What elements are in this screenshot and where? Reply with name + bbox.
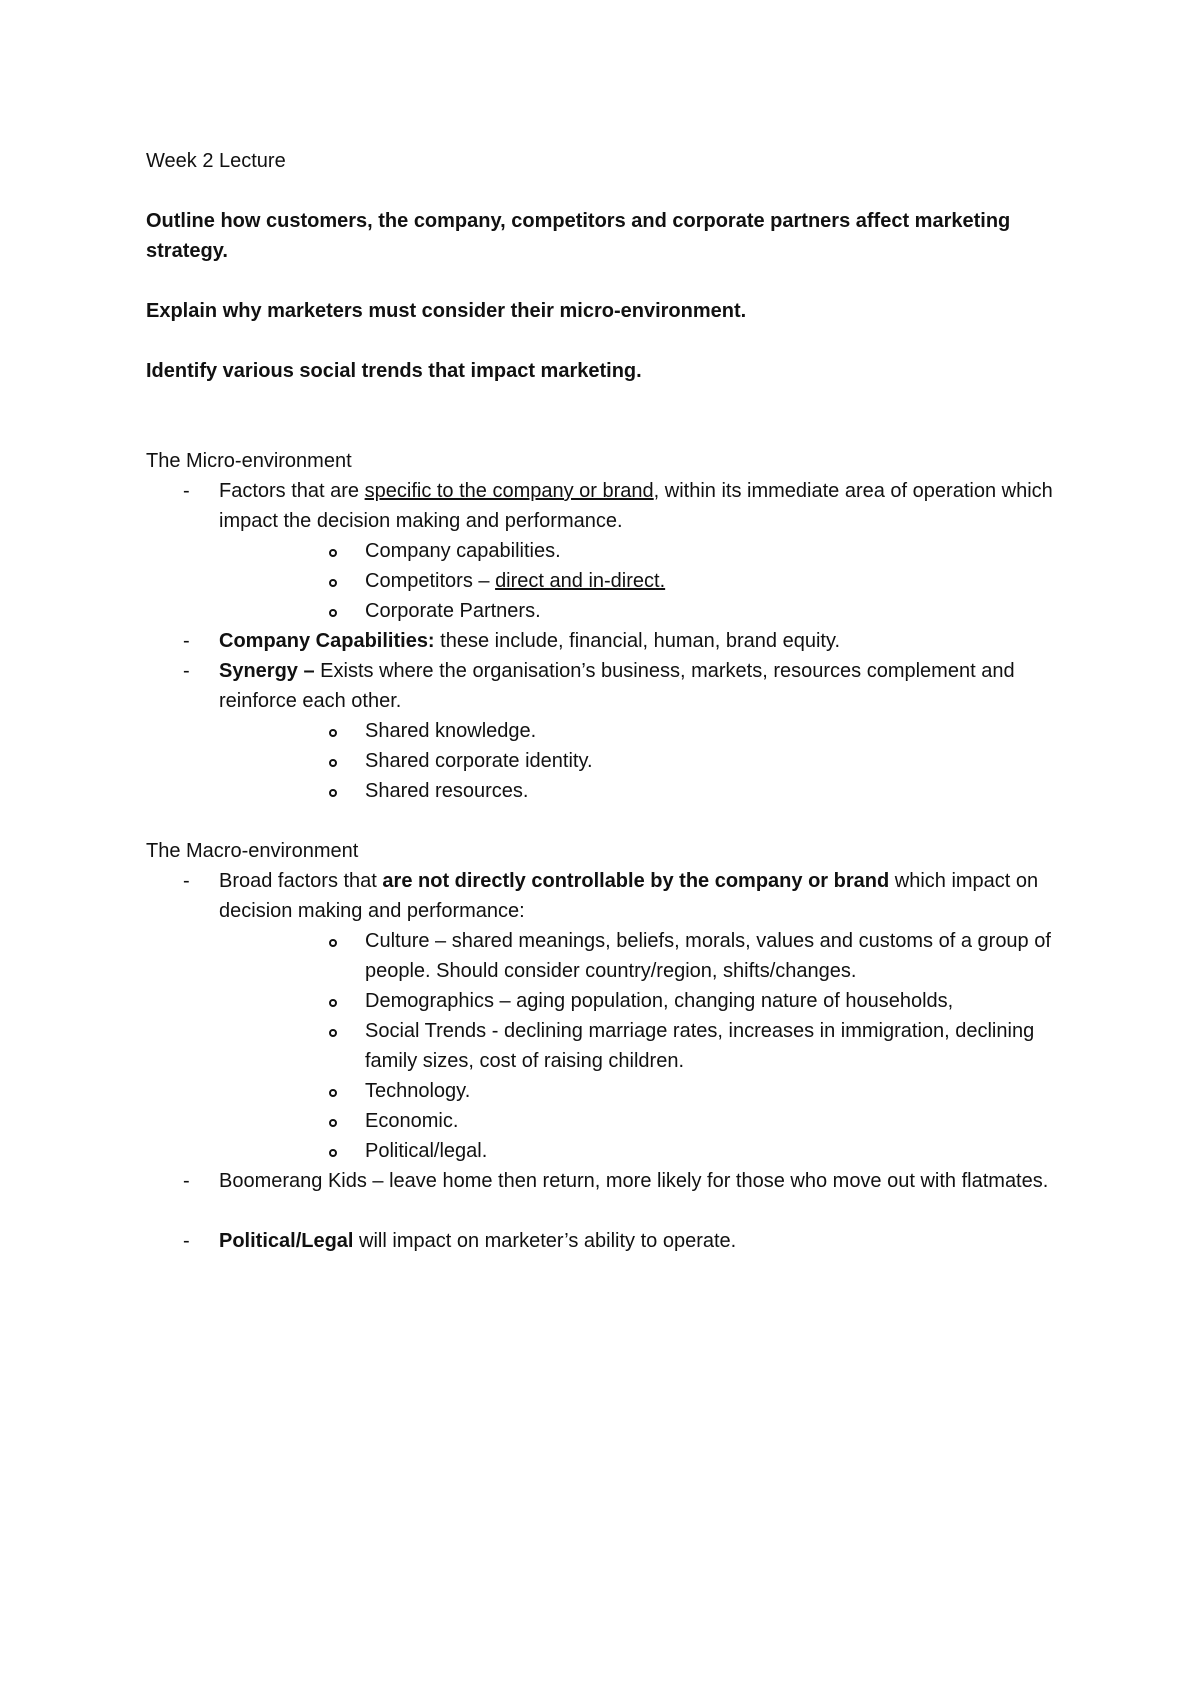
list-item: [292, 1136, 1066, 1166]
micro-item1-underlined: specific to the company or brand: [364, 480, 654, 502]
dash-bullet-icon: -: [183, 1170, 190, 1192]
circle-bullet-icon: [329, 986, 349, 1016]
circle-bullet-icon: [329, 1076, 349, 1106]
spacer: [146, 806, 1066, 836]
dash-bullet-icon: -: [183, 630, 190, 652]
macro-item3-bold: Political/Legal: [219, 1230, 354, 1252]
list-item: [292, 746, 1066, 776]
circle-bullet-icon: [329, 596, 349, 626]
dash-bullet-icon: -: [183, 480, 190, 502]
list-item: [292, 536, 1066, 566]
macro-item1-bold: are not directly controllable by the company or brand: [382, 870, 890, 892]
objective-1: Outline how customers, the company, competitors and corporate partners affect marketing strategy.: [146, 210, 1011, 262]
spacer: [146, 1196, 1066, 1226]
list-item: [146, 476, 1066, 626]
micro-sub-1: Company capabilities.: [365, 540, 561, 562]
circle-bullet-icon: [329, 1106, 349, 1136]
synergy-sub-3: Shared resources.: [365, 780, 529, 802]
circle-bullet-icon: [329, 926, 349, 956]
macro-item1-prefix: Broad factors that: [219, 870, 383, 892]
micro-heading: The Micro-environment: [146, 450, 352, 472]
macro-item1-suffix: which impact on decision making and performance:: [219, 870, 1039, 922]
document-content: [146, 146, 1066, 1256]
circle-bullet-icon: [329, 536, 349, 566]
objective-3: Identify various social trends that impact marketing.: [146, 360, 642, 382]
circle-bullet-icon: [329, 746, 349, 776]
macro-heading: The Macro-environment: [146, 840, 359, 862]
micro-item2-bold: Company Capabilities:: [219, 630, 435, 652]
macro-sub-1: Culture – shared meanings, beliefs, morals, values and customs of a group of people. Should consider country/region, shifts/changes.: [365, 930, 1051, 982]
macro-sub-4: Technology.: [365, 1080, 471, 1102]
micro-list: [146, 476, 1066, 806]
macro-sub-5: Economic.: [365, 1110, 459, 1132]
macro-sub-3: Social Trends - declining marriage rates, increases in immigration, declining family sizes, cost of raising children.: [365, 1020, 1035, 1072]
page-title: Week 2 Lecture: [146, 150, 286, 172]
objective-2: Explain why marketers must consider their micro-environment.: [146, 300, 747, 322]
macro-list: [146, 866, 1066, 1196]
list-item: [292, 1076, 1066, 1106]
list-item: [292, 716, 1066, 746]
micro-item1-sublist: [219, 536, 1066, 626]
micro-item2-text: these include, financial, human, brand equity.: [434, 630, 841, 652]
circle-bullet-icon: [329, 1136, 349, 1166]
list-item: [292, 566, 1066, 596]
macro-item1-sublist: [219, 926, 1066, 1166]
list-item: [292, 596, 1066, 626]
micro-sub-2-prefix: Competitors –: [365, 570, 496, 592]
micro-item1-suffix: , within its immediate area of operation which impact the decision making and performance.: [219, 480, 1053, 532]
list-item: [146, 1226, 1066, 1256]
macro-item2: Boomerang Kids – leave home then return, more likely for those who move out with flatmates.: [219, 1170, 1049, 1192]
list-item: [292, 926, 1066, 986]
list-item: [146, 1166, 1066, 1196]
micro-sub-2-underlined: direct and in-direct.: [495, 570, 666, 592]
list-item: [292, 986, 1066, 1016]
micro-sub-3: Corporate Partners.: [365, 600, 541, 622]
circle-bullet-icon: [329, 1016, 349, 1046]
spacer: [146, 416, 1066, 446]
synergy-sub-1: Shared knowledge.: [365, 720, 537, 742]
list-item: [292, 1106, 1066, 1136]
list-item: [146, 656, 1066, 806]
dash-bullet-icon: -: [183, 1230, 190, 1252]
macro-list-2: [146, 1226, 1066, 1256]
dash-bullet-icon: -: [183, 660, 190, 682]
list-item: [292, 1016, 1066, 1076]
circle-bullet-icon: [329, 716, 349, 746]
synergy-sub-2: Shared corporate identity.: [365, 750, 593, 772]
circle-bullet-icon: [329, 776, 349, 806]
list-item: [146, 866, 1066, 1166]
micro-item3-sublist: [219, 716, 1066, 806]
macro-item3-text: will impact on marketer’s ability to operate.: [353, 1230, 737, 1252]
macro-sub-6: Political/legal.: [365, 1140, 488, 1162]
dash-bullet-icon: -: [183, 870, 190, 892]
list-item: [292, 776, 1066, 806]
micro-item3-bold: Synergy –: [219, 660, 315, 682]
circle-bullet-icon: [329, 566, 349, 596]
list-item: [146, 626, 1066, 656]
micro-item1-prefix: Factors that are: [219, 480, 365, 502]
macro-sub-2: Demographics – aging population, changing nature of households,: [365, 990, 954, 1012]
micro-item3-text: Exists where the organisation’s business, markets, resources complement and reinforce each other.: [219, 660, 1015, 712]
